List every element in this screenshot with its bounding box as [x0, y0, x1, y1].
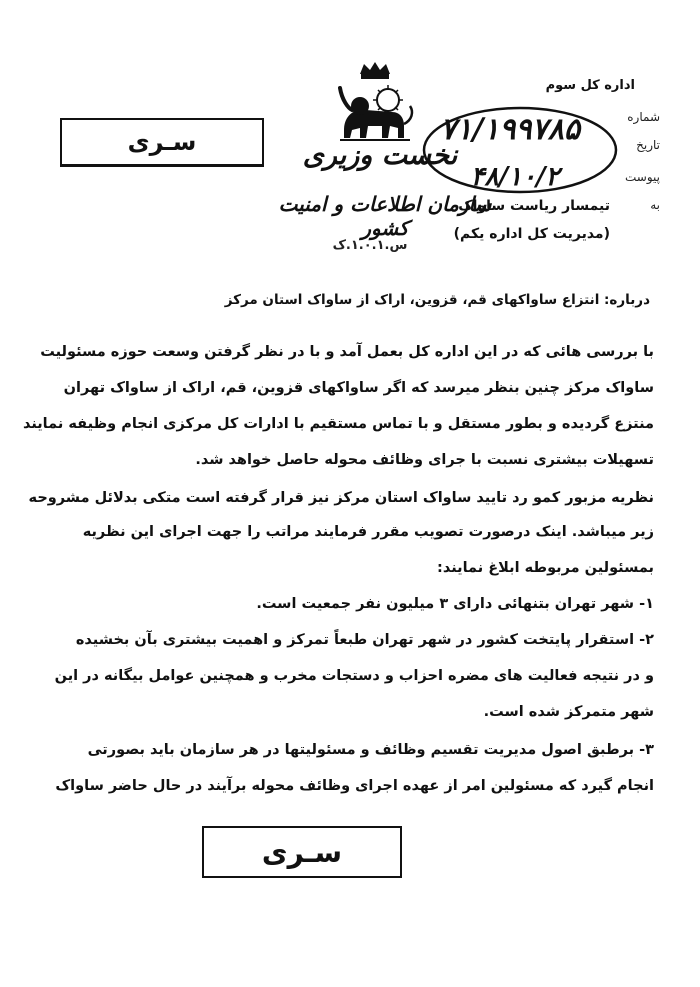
organization-name: سازمان اطلاعات و امنیت کشور [278, 192, 492, 240]
number-label: شماره [627, 110, 660, 124]
body-line: منتزع گردیده و بطور مستقل و با تماس مستقیم با ادارات کل مرکزی انجام وظیفه نمایند [22, 416, 654, 432]
attachment-label: پیوست [625, 170, 660, 184]
body-line: ساواک مرکز چنین بنظر میرسد که اگر ساواکهای قزوین، قم، اراک از ساواک تهران [63, 380, 654, 396]
addressee-line-2: (مدیریت کل اداره یکم) [453, 226, 610, 242]
body-line: زیر میباشد. اینک درصورت تصویب مقرر فرمایند مراتب را جهت اجرای این نظریه [82, 524, 654, 540]
subject-line: درباره: انتزاع ساواکهای قم، قزوین، اراک از ساواک استان مرکز [224, 292, 650, 308]
body-line: نظریه مزبور کمو رد تایید ساواک استان مرکز نیز قرار گرفته است متکی بدلائل مشروحه [28, 490, 654, 506]
reference-code: س.۱.۰.۱.ک [332, 238, 408, 253]
date-label: تاریخ [636, 138, 660, 152]
body-line: ۱- شهر تهران بتنهائی دارای ۳ میلیون نفر جمعیت است. [256, 596, 654, 612]
to-label: به [650, 198, 660, 212]
body-line: شهر متمرکز شده است. [483, 704, 654, 720]
classification-stamp-top: سـری [60, 118, 264, 167]
government-title: نخست وزیری [302, 140, 458, 171]
body-line: با بررسی هائی که در این اداره کل بعمل آمد و با در نظر گرفتن وسعت حوزه مسئولیت [40, 344, 654, 360]
department-label: اداره کل سوم [545, 78, 635, 93]
handwritten-letter-date: ۴۸/۱۰/۲ [470, 162, 560, 192]
body-line: ۳- برطبق اصول مدیریت تقسیم وظائف و مسئولیتها در هر سازمان باید بصورتی [87, 742, 654, 758]
body-line: بمسئولین مربوطه ابلاغ نمایند: [437, 560, 654, 576]
handwritten-letter-number: ۷۱/۱۹۹۷۸۵ [440, 112, 580, 147]
addressee-line-1: تیمسار ریاست ساواک [458, 198, 610, 214]
lion-and-sun-crest-icon [330, 60, 420, 150]
body-line: و در نتیجه فعالیت های مضره احزاب و دستجات مخرب و همچنین عوامل بیگانه در این [54, 668, 654, 684]
classification-stamp-bottom: سـری [202, 826, 402, 878]
body-line: انجام گیرد که مسئولین امر از عهده اجرای وظائف محوله برآیند در حال حاضر ساواک [55, 778, 654, 794]
body-line: تسهیلات بیشتری نسبت با جرای وظائف محوله حاصل خواهد شد. [195, 452, 654, 468]
body-line: ۲- استقرار پایتخت کشور در شهر تهران طبعاً تمرکز و اهمیت بیشتری بآن بخشیده [75, 632, 654, 648]
